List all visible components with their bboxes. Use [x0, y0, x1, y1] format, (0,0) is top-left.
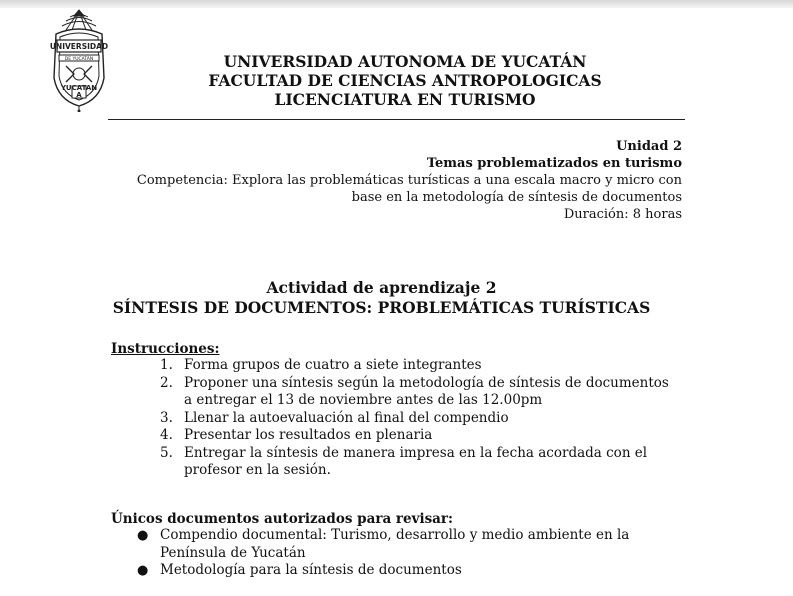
document-title: Metodología para la síntesis de documentos	[160, 562, 462, 578]
documents-list	[134, 527, 654, 580]
instructions-heading: Instrucciones:	[111, 341, 220, 357]
step-text: Presentar los resultados en plenaria	[184, 427, 433, 443]
competence-line-1: Competencia: Explora las problemáticas turísticas a una escala macro y micro con	[136, 173, 682, 188]
seal-ribbon-text: DE YUCATAN	[64, 57, 94, 62]
list-item	[160, 410, 680, 428]
list-item	[160, 445, 680, 480]
unit-number: Unidad 2	[616, 139, 682, 154]
competence-line-2: base en la metodología de síntesis de documentos	[351, 190, 682, 205]
documents-heading: Únicos documentos autorizados para revisar:	[111, 511, 454, 527]
document-header	[150, 52, 660, 109]
list-item	[134, 527, 654, 562]
unit-duration: Duración: 8 horas	[563, 207, 682, 222]
list-item	[160, 375, 680, 410]
step-text: Proponer una síntesis según la metodología de síntesis de documentos a entregar el 13 de noviembre antes de las 12.00pm	[184, 374, 669, 408]
activity-heading	[100, 278, 663, 318]
seal-letter: A	[76, 91, 82, 99]
university-seal-icon	[48, 8, 110, 112]
faculty-name: FACULTAD DE CIENCIAS ANTROPOLOGICAS	[208, 71, 602, 90]
list-item	[160, 357, 680, 375]
list-item	[160, 427, 680, 445]
activity-subtitle: SÍNTESIS DE DOCUMENTOS: PROBLEMÁTICAS TURÍSTICAS	[112, 298, 651, 317]
step-number: 3.	[160, 409, 173, 426]
program-name: LICENCIATURA EN TURISMO	[274, 90, 536, 109]
bullet-icon: ●	[137, 563, 149, 578]
instructions-list	[160, 357, 680, 480]
seal-top-text: UNIVERSIDAD	[49, 42, 109, 51]
step-number: 4.	[160, 427, 173, 443]
step-number: 5.	[160, 444, 173, 461]
seal-bottom-text: YUCATAN	[60, 84, 98, 92]
step-text: Llenar la autoevaluación al final del compendio	[184, 409, 509, 426]
bullet-icon: ●	[137, 528, 149, 543]
header-divider	[108, 119, 685, 120]
document-title: Compendio documental: Turismo, desarrollo y medio ambiente en la Península de Yucatán	[160, 527, 630, 561]
university-name: UNIVERSIDAD AUTONOMA DE YUCATÁN	[223, 52, 587, 71]
list-item	[134, 562, 654, 580]
activity-title: Actividad de aprendizaje 2	[266, 278, 497, 297]
step-text: Entregar la síntesis de manera impresa en la fecha acordada con el profesor en la sesión.	[184, 444, 648, 478]
step-number: 2.	[160, 374, 173, 391]
unit-title: Temas problematizados en turismo	[426, 156, 682, 171]
unit-info	[82, 138, 682, 223]
step-number: 1.	[160, 357, 173, 373]
step-text: Forma grupos de cuatro a siete integrantes	[184, 357, 482, 373]
